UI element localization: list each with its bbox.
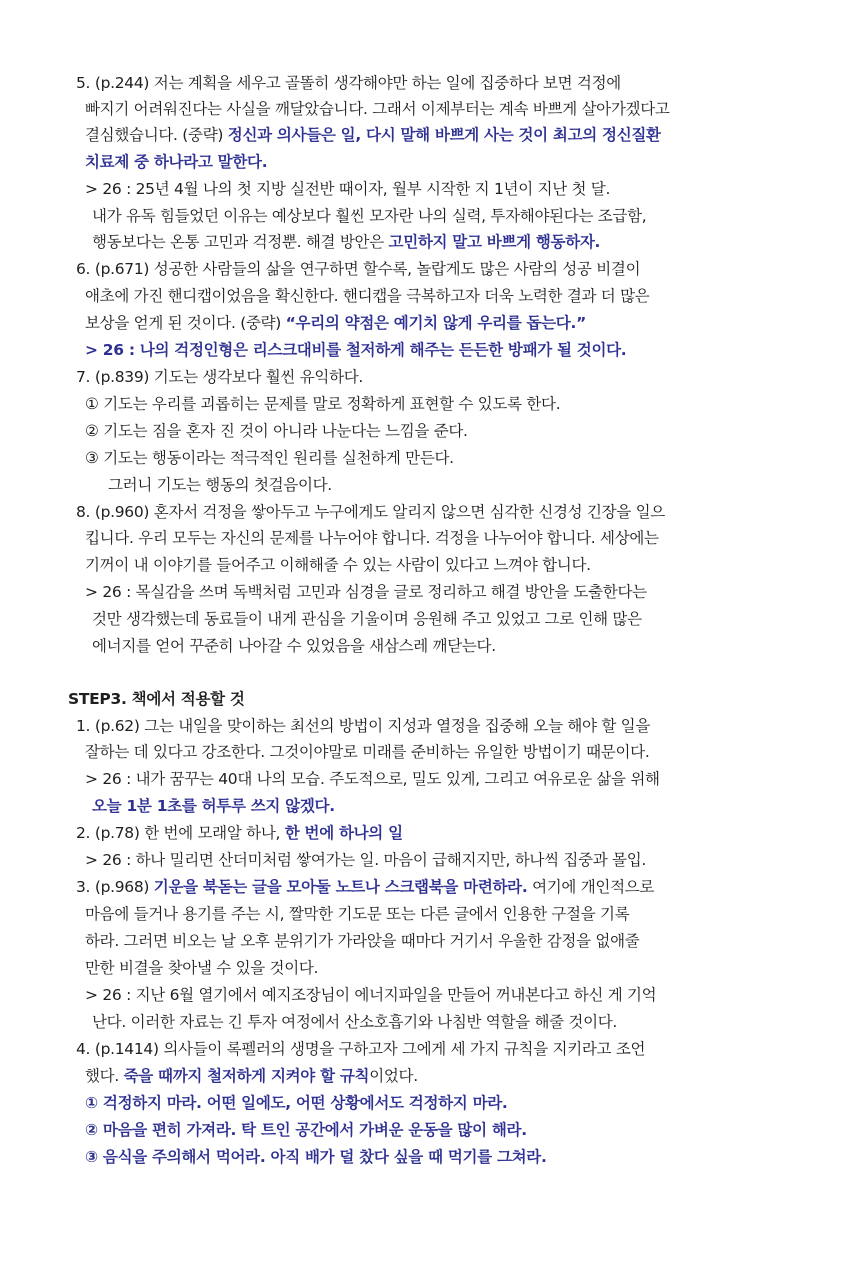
highlighted-text: ③ 음식을 주의해서 먹어라. 아직 배가 덜 찼다 싶을 때 먹기를 그쳐라.	[85, 1148, 547, 1166]
text-line	[76, 499, 665, 525]
text-line	[85, 928, 639, 954]
text-line	[76, 364, 363, 390]
text-segment: 3. (p.968)	[76, 878, 154, 896]
text-line	[85, 418, 468, 444]
text-segment: 여기에 개인적으로	[527, 878, 655, 896]
text-line	[85, 766, 660, 792]
text-segment: 에너지를 얻어 꾸준히 나아갈 수 있었음을 새삼스레 깨닫는다.	[92, 637, 496, 655]
text-segment: 6. (p.671) 성공한 사람들의 삶을 연구하면 할수록, 놀랍게도 많은 사람의 성공 비결이	[76, 260, 641, 278]
text-segment: 것만 생각했는데 동료들이 내게 관심을 기울이며 응원해 주고 있었고 그로 인해 많은	[92, 610, 642, 628]
text-segment: 했다.	[85, 1067, 124, 1085]
text-segment: > 26 : 내가 꿈꾸는 40대 나의 모습. 주도적으로, 밀도 있게, 그리고 여유로운 삶을 위해	[85, 770, 660, 788]
text-line	[85, 901, 629, 927]
text-line	[85, 1144, 547, 1170]
text-segment: 킵니다. 우리 모두는 자신의 문제를 나누어야 합니다. 걱정을 나누어야 합니다. 세상에는	[85, 529, 659, 547]
text-segment: 잘하는 데 있다고 강조한다. 그것이야말로 미래를 준비하는 유일한 방법이기 때문이다.	[85, 743, 650, 761]
highlighted-text: 죽을 때까지 철저하게 지켜야 할 규칙	[123, 1067, 370, 1085]
text-line	[92, 1009, 617, 1035]
text-segment: ① 기도는 우리를 괴롭히는 문제를 말로 정확하게 표현할 수 있도록 한다.	[85, 395, 561, 413]
text-line	[85, 847, 646, 873]
text-segment: 하라. 그러면 비오는 날 오후 분위기가 가라앉을 때마다 거기서 우울한 감정을 없애줄	[85, 932, 640, 950]
text-segment: 기꺼이 내 이야기를 들어주고 이해해줄 수 있는 사람이 있다고 느껴야 합니다.	[85, 556, 591, 574]
text-line	[85, 283, 649, 309]
highlighted-text: > 26 : 나의 걱정인형은 리스크대비를 철저하게 해주는 든든한 방패가 될 것이다.	[85, 341, 627, 359]
text-segment: 내가 유독 힘들었던 이유는 예상보다 훨씬 모자란 나의 실력, 투자해야된다는 조급함,	[92, 207, 647, 225]
text-segment: 빠지기 어려워진다는 사실을 깨달았습니다. 그래서 이제부터는 계속 바쁘게 살아가겠다고	[85, 100, 670, 118]
text-segment: 7. (p.839) 기도는 생각보다 훨씬 유익하다.	[76, 368, 364, 386]
text-segment: ③ 기도는 행동이라는 적극적인 원리를 실천하게 만든다.	[85, 449, 454, 467]
text-line	[76, 874, 654, 900]
text-segment: 마음에 들거나 용기를 주는 시, 짤막한 기도문 또는 다른 글에서 인용한 구절을 기록	[85, 905, 630, 923]
highlighted-text: 오늘 1분 1초를 허투루 쓰지 않겠다.	[92, 797, 335, 815]
highlighted-text: 정신과 의사들은 일, 다시 말해 바쁘게 사는 것이 최고의 정신질환	[227, 126, 661, 144]
highlighted-text: 기운을 북돋는 글을 모아둘 노트나 스크랩북을 마련하라.	[153, 878, 528, 896]
text-segment: 행동보다는 온통 고민과 걱정뿐. 해결 방안은	[92, 233, 389, 251]
text-line	[85, 525, 659, 551]
text-segment: ② 기도는 짐을 혼자 진 것이 아니라 나눈다는 느낌을 준다.	[85, 422, 468, 440]
highlighted-text: “우리의 약점은 예기치 않게 우리를 돕는다.”	[285, 314, 586, 332]
text-line	[85, 739, 649, 765]
text-segment: > 26 : 목실감을 쓰며 독백처럼 고민과 심경을 글로 정리하고 해결 방안을 도출한다는	[85, 583, 647, 601]
text-line	[92, 633, 496, 659]
text-line	[85, 1090, 508, 1116]
text-segment: 이었다.	[369, 1067, 418, 1085]
highlighted-text: ② 마음을 편히 가져라. 탁 트인 공간에서 가벼운 운동을 많이 해라.	[85, 1121, 527, 1139]
text-line	[85, 955, 318, 981]
text-segment: 8. (p.960) 혼자서 걱정을 쌓아두고 누구에게도 알리지 않으면 심각한 신경성 긴장을 일으	[76, 503, 665, 521]
text-line	[108, 472, 332, 498]
text-segment: 2. (p.78) 한 번에 모래알 하나,	[76, 824, 285, 842]
text-line	[85, 149, 267, 175]
text-line	[85, 391, 560, 417]
text-segment: 만한 비결을 찾아낼 수 있을 것이다.	[85, 959, 319, 977]
text-line	[85, 96, 670, 122]
text-segment: 난다. 이러한 자료는 긴 투자 여정에서 산소호흡기와 나침반 역할을 해줄 것이다.	[92, 1013, 618, 1031]
text-segment: STEP3. 책에서 적용할 것	[68, 690, 245, 708]
text-segment: 4. (p.1414) 의사들이 록펠러의 생명을 구하고자 그에게 세 가지 규칙을 지키라고 조언	[76, 1040, 646, 1058]
highlighted-text: 고민하지 말고 바쁘게 행동하자.	[388, 233, 601, 251]
text-line	[85, 337, 626, 363]
text-line	[85, 122, 661, 148]
text-line	[92, 203, 646, 229]
text-segment: 그러니 기도는 행동의 첫걸음이다.	[108, 476, 332, 494]
text-line	[92, 229, 600, 255]
text-line	[76, 1036, 645, 1062]
text-line	[85, 310, 586, 336]
text-line	[85, 982, 656, 1008]
text-segment: > 26 : 25년 4월 나의 첫 지방 실전반 때이자, 월부 시작한 지 1년이 지난 첫 달.	[85, 180, 611, 198]
text-segment: > 26 : 지난 6월 열기에서 예지조장님이 에너지파일을 만들어 꺼내본다고 하신 게 기억	[85, 986, 657, 1004]
text-line	[76, 713, 650, 739]
text-line	[85, 552, 591, 578]
text-line	[92, 793, 335, 819]
highlighted-text: 한 번에 하나의 일	[284, 824, 403, 842]
text-segment: 보상을 얻게 된 것이다. (중략)	[85, 314, 286, 332]
text-line	[76, 256, 640, 282]
text-line	[76, 820, 403, 846]
text-line	[85, 176, 610, 202]
text-line	[85, 445, 454, 471]
text-segment: 1. (p.62) 그는 내일을 맞이하는 최선의 방법이 지성과 열정을 집중해 오늘 해야 할 일을	[76, 717, 650, 735]
text-line	[85, 1117, 527, 1143]
text-segment: 5. (p.244) 저는 계획을 세우고 골똘히 생각해야만 하는 일에 집중하다 보면 걱정에	[76, 74, 621, 92]
text-line	[76, 70, 621, 96]
highlighted-text: ① 걱정하지 마라. 어떤 일에도, 어떤 상황에서도 걱정하지 마라.	[85, 1094, 508, 1112]
highlighted-text: 치료제 중 하나라고 말한다.	[85, 153, 268, 171]
text-segment: 결심했습니다. (중략)	[85, 126, 228, 144]
text-line	[85, 579, 647, 605]
text-segment: 애초에 가진 핸디캡이었음을 확신한다. 핸디캡을 극복하고자 더욱 노력한 결과 더 많은	[85, 287, 650, 305]
text-segment: > 26 : 하나 밀리면 산더미처럼 쌓여가는 일. 마음이 급해지지만, 하나씩 집중과 몰입.	[85, 851, 647, 869]
section-heading	[68, 686, 245, 712]
text-line	[92, 606, 642, 632]
text-line	[85, 1063, 418, 1089]
